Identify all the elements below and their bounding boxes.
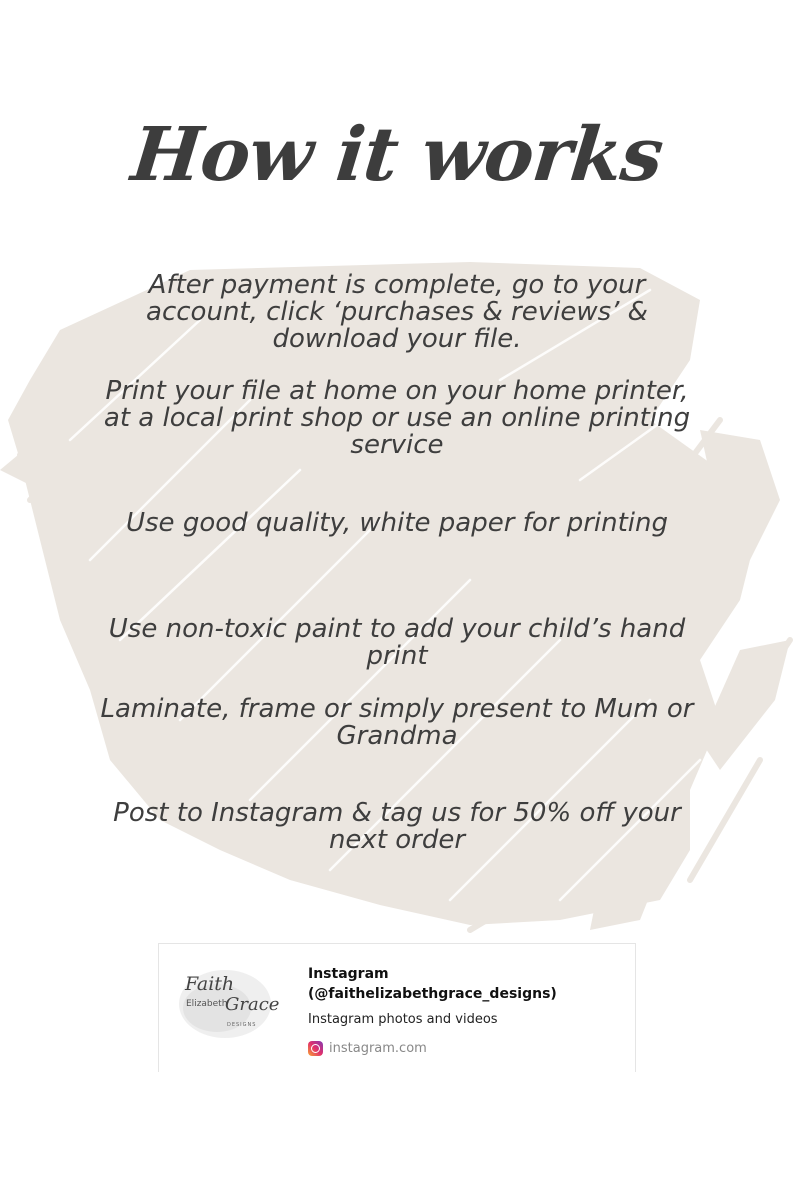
instagram-link-card[interactable] [158, 943, 636, 1072]
svg-text:Faith: Faith [185, 973, 235, 995]
step-download: After payment is complete, go to your account, click ‘purchases & reviews’ & download your file. [146, 270, 648, 354]
brand-logo [177, 964, 280, 1044]
instagram-card-description: Instagram photos and videos [308, 1012, 498, 1027]
step-print: Print your file at home on your home printer, at a local print shop or use an online printing service [103, 376, 691, 460]
page-title: How it works [127, 112, 667, 198]
instagram-link-text[interactable]: instagram.com [329, 1040, 427, 1056]
svg-text:DESIGNS: DESIGNS [227, 1022, 257, 1028]
svg-text:Grace: Grace [225, 994, 280, 1015]
instagram-card-link[interactable] [308, 1040, 427, 1056]
step-hand-print: Use non-toxic paint to add your child’s hand print [108, 614, 686, 671]
step-present: Laminate, frame or simply present to Mum or Grandma [100, 694, 694, 751]
step-paper: Use good quality, white paper for printing [125, 508, 668, 538]
svg-text:Elizabeth: Elizabeth [186, 999, 228, 1009]
instagram-icon [308, 1041, 323, 1056]
step-instagram: Post to Instagram & tag us for 50% off your next order [113, 798, 681, 855]
instagram-card-title[interactable]: Instagram (@faithelizabethgrace_designs) [308, 966, 557, 1002]
